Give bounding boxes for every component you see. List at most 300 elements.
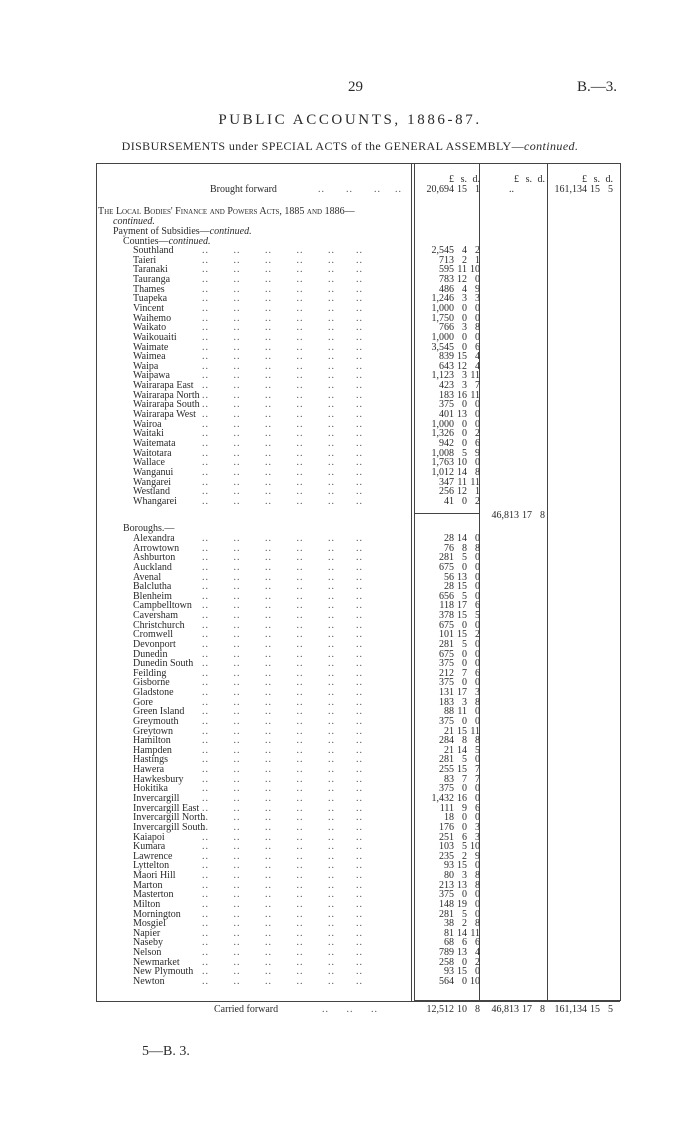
- amount-pounds: 378: [439, 610, 454, 622]
- amount-shillings: 15: [457, 860, 467, 872]
- amount-pence: 0: [475, 590, 480, 602]
- amount-shillings: 3: [462, 870, 467, 882]
- amount-pounds: 68: [444, 937, 454, 949]
- amount-pounds: 766: [439, 322, 454, 334]
- amount-pounds: 375: [439, 889, 454, 901]
- amount-pounds: 789: [439, 947, 454, 959]
- amount-pounds: 183: [439, 696, 454, 708]
- amount-pence: 0: [475, 860, 480, 872]
- amount-pence: 3: [475, 831, 480, 843]
- row-name: Lyttelton: [133, 860, 170, 872]
- amount-shillings: 12: [457, 273, 467, 285]
- amount-shillings: 7: [462, 773, 467, 785]
- amount-shillings: 6: [462, 831, 467, 843]
- leader-dots: .. .. .. .. .. ..: [202, 783, 363, 795]
- amount-shillings: 5: [462, 447, 467, 459]
- row-name: Caversham: [133, 610, 178, 622]
- amount-pounds: 1,763: [431, 457, 454, 469]
- shillings-header: s.: [593, 174, 600, 185]
- amount-shillings: 0: [462, 889, 467, 901]
- row-name: Invercargill South: [133, 821, 206, 833]
- leader-dots: .. .. .. .. .. ..: [202, 360, 363, 372]
- amount-pence: 0: [475, 783, 480, 795]
- amount-shillings: 0: [462, 715, 467, 727]
- leader-dots: .. .. .. .. .. ..: [202, 552, 363, 564]
- amount-pounds: 161,134: [554, 184, 587, 195]
- amount-shillings: 15: [590, 184, 600, 195]
- row-name: Greytown: [133, 725, 173, 737]
- amount-pence: 0: [475, 677, 480, 689]
- counties-continued: continued.: [168, 236, 211, 247]
- leader-dots: .. .. .. .. .. ..: [202, 341, 363, 353]
- row-name: Waihemo: [133, 312, 172, 324]
- pounds-header: £: [514, 174, 519, 185]
- amount-shillings: 0: [462, 495, 467, 507]
- row-name: Greymouth: [133, 715, 179, 727]
- amount-pounds: 1,012: [431, 466, 454, 478]
- leader-dots: .. .. .. .. .. ..: [202, 850, 363, 862]
- row-name: Mornington: [133, 908, 181, 920]
- amount-pounds: 213: [439, 879, 454, 891]
- amount-pence: 10: [470, 841, 480, 853]
- amount-pence: 11: [470, 725, 480, 737]
- amount-pence: 9: [475, 447, 480, 459]
- page-subtitle: [0, 139, 700, 154]
- leader-dots: .. .. .. .. .. ..: [202, 600, 363, 612]
- amount-pounds: 235: [439, 850, 454, 862]
- row-name: Taieri: [133, 254, 157, 266]
- amount-pounds: 46,813: [491, 510, 519, 521]
- row-name: Hawera: [133, 764, 165, 776]
- amount-pounds: 46,813: [491, 1004, 519, 1015]
- payment-continued: continued.: [209, 226, 252, 237]
- amount-shillings: 15: [457, 725, 467, 737]
- amount-pence: 2: [475, 495, 480, 507]
- row-name: Wairarapa South: [133, 399, 200, 411]
- amount-shillings: 5: [462, 841, 467, 853]
- leader-dots: .. .. .. .. .. ..: [202, 495, 363, 507]
- amount-pence: 5: [475, 610, 480, 622]
- leader-dots: .. .. .. .. .. ..: [202, 409, 363, 421]
- amount-pence: 7: [475, 773, 480, 785]
- row-name: Wallace: [133, 457, 165, 469]
- amount-pence: 8: [475, 1004, 480, 1015]
- leader-dots: .. .. .. .. .. ..: [202, 744, 363, 756]
- row-name: Blenheim: [133, 590, 172, 602]
- amount-shillings: 0: [462, 418, 467, 430]
- row-name: Arrowtown: [133, 542, 180, 554]
- row-name: Mosgiel: [133, 918, 166, 930]
- amount-shillings: 17: [522, 510, 532, 521]
- amount-shillings: 0: [462, 428, 467, 440]
- leader-dots: .. .. .. .. .. ..: [202, 447, 363, 459]
- leader-dots: .. .. .. .. .. ..: [202, 841, 363, 853]
- amount-shillings: 0: [462, 561, 467, 573]
- leader-dots: .. .. .. .. .. ..: [202, 725, 363, 737]
- row-name: Waitemata: [133, 438, 176, 449]
- leader-dots: .. .. .. .. .. ..: [202, 918, 363, 930]
- amount-pence: 11: [470, 370, 480, 382]
- amount-pence: 8: [475, 466, 480, 478]
- amount-pence: 0: [475, 561, 480, 573]
- row-name: Alexandra: [133, 533, 175, 544]
- row-name: Newton: [133, 975, 165, 987]
- amount-shillings: 8: [462, 542, 467, 554]
- amount-pounds: 93: [444, 966, 454, 978]
- amount-shillings: 13: [457, 409, 467, 421]
- amount-pounds: 28: [444, 533, 454, 544]
- amount-pence: 0: [475, 552, 480, 564]
- amount-shillings: 8: [462, 735, 467, 747]
- amount-shillings: 0: [462, 341, 467, 353]
- leader-dots: .. .. .. .. .. ..: [202, 245, 363, 256]
- row-name: Waitaki: [133, 428, 164, 440]
- leader-dots: .. .. .. .. .. ..: [202, 687, 363, 699]
- amount-pence: 8: [540, 1004, 545, 1015]
- amount-shillings: 0: [462, 658, 467, 670]
- amount-pence: 0: [475, 533, 480, 544]
- leader-dots: .. .. .. .. .. ..: [202, 389, 363, 401]
- amount-pence: 8: [475, 735, 480, 747]
- amount-pounds: 1,000: [431, 302, 454, 314]
- table-top-rule: [96, 163, 620, 164]
- amount-pounds: 111: [439, 802, 454, 814]
- leader-dots: .. .. .. .. .. ..: [202, 264, 363, 276]
- amount-shillings: 15: [457, 764, 467, 776]
- amount-pounds: 21: [444, 725, 454, 737]
- amount-shillings: 2: [462, 850, 467, 862]
- amount-pence: 2: [475, 629, 480, 641]
- column-rule-2: [414, 163, 415, 1001]
- amount-pence: 8: [475, 542, 480, 554]
- amount-shillings: 0: [462, 677, 467, 689]
- amount-shillings: 14: [457, 744, 467, 756]
- leader-dots: .. .. .. .. .. ..: [202, 831, 363, 843]
- row-name: Napier: [133, 927, 161, 939]
- amount-pounds: 183: [439, 389, 454, 401]
- row-name: Wairarapa North: [133, 389, 200, 401]
- amount-pence: 3: [475, 821, 480, 833]
- leader-dots: .. .. .. .. .. ..: [202, 380, 363, 392]
- brought-forward-label: Brought forward: [210, 184, 277, 195]
- leader-dots: .. .. .. .. .. ..: [202, 898, 363, 910]
- leader-dots: .. .. .. .. .. ..: [202, 648, 363, 660]
- subtitle-continued: continued.: [524, 139, 579, 153]
- amount-pence: 0: [475, 648, 480, 660]
- amount-pounds: 281: [439, 638, 454, 650]
- amount-pounds: 675: [439, 619, 454, 631]
- amount-shillings: 12: [457, 486, 467, 498]
- leader-dots: .. .. .. ..: [318, 184, 402, 195]
- amount-pounds: 486: [439, 283, 454, 295]
- amount-pounds: 251: [439, 831, 454, 843]
- leader-dots: .. .. .. .. .. ..: [202, 927, 363, 939]
- row-name: Auckland: [133, 561, 172, 573]
- amount-pounds: 375: [439, 399, 454, 411]
- amount-pence: 2: [475, 428, 480, 440]
- amount-pounds: 18: [444, 812, 454, 824]
- row-name: Maori Hill: [133, 870, 176, 882]
- row-name: Green Island: [133, 706, 185, 718]
- amount-pounds: 2,545: [431, 245, 454, 256]
- carried-forward-label: Carried forward: [214, 1004, 279, 1015]
- leader-dots: .. .. .. .. .. ..: [202, 466, 363, 478]
- amount-pence: 8: [475, 870, 480, 882]
- amount-shillings: 0: [462, 812, 467, 824]
- amount-pounds: 256: [439, 486, 454, 498]
- row-name: Waipa: [133, 360, 159, 372]
- amount-shillings: 3: [462, 380, 467, 392]
- amount-shillings: 0: [462, 956, 467, 968]
- amount-pence: 4: [475, 360, 480, 372]
- counties-label: Counties—: [123, 236, 169, 247]
- row-name: Kumara: [133, 841, 166, 853]
- amount-pence: 8: [475, 696, 480, 708]
- amount-pounds: 375: [439, 677, 454, 689]
- leader-dots: .. .. .. .. .. ..: [202, 956, 363, 968]
- amount-shillings: 5: [462, 908, 467, 920]
- amount-pence: 6: [475, 802, 480, 814]
- row-name: Milton: [133, 898, 161, 910]
- leader-dots: .. .. .. .. .. ..: [202, 879, 363, 891]
- amount-pence: 0: [475, 898, 480, 910]
- amount-pounds: 347: [439, 476, 454, 488]
- amount-pounds: 88: [444, 706, 454, 718]
- row-name: Wairoa: [133, 418, 162, 430]
- carried-forward-rule: [414, 1000, 620, 1001]
- leader-dots: .. .. .. .. .. ..: [202, 773, 363, 785]
- amount-pounds: 375: [439, 658, 454, 670]
- row-name: Ashburton: [133, 552, 176, 564]
- pence-header: d.: [537, 174, 545, 185]
- amount-pounds: 1,123: [431, 370, 454, 382]
- amount-pence: 5: [608, 1004, 613, 1015]
- row-name: Campbelltown: [133, 600, 192, 612]
- amount-pence: 6: [475, 937, 480, 949]
- amount-pounds: 713: [439, 254, 454, 266]
- amount-pounds: 28: [444, 581, 454, 593]
- amount-pounds: 56: [444, 571, 454, 583]
- shillings-header: s.: [460, 174, 467, 185]
- amount-pounds: 564: [439, 975, 454, 987]
- amount-shillings: 0: [462, 312, 467, 324]
- carried-forward-col1: [416, 1005, 480, 1015]
- amount-shillings: 0: [462, 438, 467, 449]
- leader-dots: .. .. .. .. .. ..: [202, 590, 363, 602]
- row-name: Dunedin: [133, 648, 168, 660]
- leader-dots: .. .. .. .. .. ..: [202, 754, 363, 766]
- amount-pence: 0: [475, 312, 480, 324]
- amount-shillings: 5: [462, 552, 467, 564]
- amount-shillings: 7: [462, 667, 467, 679]
- leader-dots: .. .. .. .. .. ..: [202, 283, 363, 295]
- amount-pounds: 595: [439, 264, 454, 276]
- carried-forward-col2: [481, 1005, 545, 1015]
- leader-dots: .. .. .. .. .. ..: [202, 542, 363, 554]
- amount-shillings: 17: [522, 1004, 532, 1015]
- leader-dots: .. .. .. .. .. ..: [202, 486, 363, 498]
- amount-shillings: 16: [457, 389, 467, 401]
- amount-shillings: 17: [457, 600, 467, 612]
- leader-dots: .. .. .. .. .. ..: [202, 715, 363, 727]
- leader-dots: .. .. .. .. .. ..: [202, 638, 363, 650]
- amount-shillings: 10: [457, 1004, 467, 1015]
- leader-dots: .. .. .. .. .. ..: [202, 438, 363, 449]
- amount-pence: 6: [475, 600, 480, 612]
- row-name: Thames: [133, 283, 165, 295]
- row-name: Gladstone: [133, 687, 174, 699]
- amount-pounds: 93: [444, 860, 454, 872]
- row-name: Gisborne: [133, 677, 170, 689]
- leader-dots: .. .. .. .. .. ..: [202, 658, 363, 670]
- leader-dots: .. .. .. .. .. ..: [202, 821, 363, 833]
- amount-pence: 5: [475, 744, 480, 756]
- amount-pounds: 161,134: [554, 1004, 587, 1015]
- row-name: Balclutha: [133, 581, 172, 593]
- amount-pounds: 81: [444, 927, 454, 939]
- amount-shillings: 5: [462, 590, 467, 602]
- amount-pounds: 656: [439, 590, 454, 602]
- row-name: Masterton: [133, 889, 174, 901]
- row-name: Southland: [133, 245, 174, 256]
- amount-shillings: 15: [457, 966, 467, 978]
- amount-shillings: 15: [590, 1004, 600, 1015]
- amount-pounds: 1,000: [431, 331, 454, 343]
- amount-pounds: 942: [439, 438, 454, 449]
- amount-pence: 0: [475, 715, 480, 727]
- row-name: Avenal: [133, 571, 162, 583]
- row-name: Wanganui: [133, 466, 174, 478]
- amount-pounds: 3,545: [431, 341, 454, 353]
- leader-dots: .. .. .. .. .. ..: [202, 293, 363, 305]
- amount-pounds: 281: [439, 908, 454, 920]
- row-name: Waikouaiti: [133, 331, 177, 343]
- amount-pounds: 1,432: [431, 793, 454, 804]
- amount-shillings: 17: [457, 687, 467, 699]
- amount-shillings: 13: [457, 571, 467, 583]
- amount-shillings: 4: [462, 245, 467, 256]
- row-name: Waikato: [133, 322, 167, 334]
- amount-pounds: 212: [439, 667, 454, 679]
- leader-dots: .. .. .. .. .. ..: [202, 667, 363, 679]
- amount-pence: 0: [475, 399, 480, 411]
- leader-dots: .. .. .. .. .. ..: [202, 793, 363, 804]
- row-name: Waipawa: [133, 370, 170, 382]
- row-name: Marton: [133, 879, 163, 891]
- row-name: Invercargill: [133, 793, 180, 804]
- amount-pounds: 38: [444, 918, 454, 930]
- amount-pounds: 21: [444, 744, 454, 756]
- row-name: Waitotara: [133, 447, 172, 459]
- leader-dots: .. .. .. .. .. ..: [202, 908, 363, 920]
- row-name: Wairarapa East: [133, 380, 194, 392]
- amount-pence: 1: [475, 486, 480, 498]
- leader-dots: .. .. .. .. .. ..: [202, 629, 363, 641]
- page-title: PUBLIC ACCOUNTS, 1886-87.: [218, 112, 482, 128]
- subtitle-main: DISBURSEMENTS under SPECIAL ACTS of the GENERAL ASSEMBLY—: [121, 139, 525, 153]
- leader-dots: .. .. ..: [322, 1004, 378, 1015]
- amount-shillings: 0: [462, 783, 467, 795]
- amount-pence: 3: [475, 687, 480, 699]
- amount-pence: 11: [470, 389, 480, 401]
- amount-shillings: 0: [462, 821, 467, 833]
- row-name: Vincent: [133, 302, 165, 314]
- amount-shillings: 0: [462, 619, 467, 631]
- amount-shillings: 0: [462, 331, 467, 343]
- column-rule-4: [547, 163, 548, 1001]
- amount-pence: 0: [475, 581, 480, 593]
- footer-reference: 5—B. 3.: [142, 1044, 190, 1059]
- amount-pence: 7: [475, 764, 480, 776]
- amount-pounds: 1,750: [431, 312, 454, 324]
- amount-pence: 11: [470, 927, 480, 939]
- pence-header: d.: [605, 174, 613, 185]
- amount-pounds: 12,512: [426, 1004, 454, 1015]
- amount-pence: 0: [475, 658, 480, 670]
- row-name: Tauranga: [133, 273, 171, 285]
- amount-pence: 0: [475, 889, 480, 901]
- row-name: Waimate: [133, 341, 169, 353]
- amount-shillings: 15: [457, 351, 467, 363]
- row-name: Invercargill East: [133, 802, 200, 814]
- row-name: New Plymouth: [133, 966, 194, 978]
- amount-pence: 0: [475, 638, 480, 650]
- amount-shillings: 0: [462, 648, 467, 660]
- amount-shillings: 3: [462, 696, 467, 708]
- column-rule-1: [411, 163, 412, 1001]
- amount-pence: 8: [475, 918, 480, 930]
- leader-dots: .. .. .. .. .. ..: [202, 860, 363, 872]
- leader-dots: .. .. .. .. .. ..: [202, 351, 363, 363]
- leader-dots: .. .. .. .. .. ..: [202, 399, 363, 411]
- amount-shillings: 3: [462, 370, 467, 382]
- amount-pence: 0: [475, 302, 480, 314]
- amount-pounds: 401: [439, 409, 454, 421]
- row-name: Hokitika: [133, 783, 168, 795]
- row-name: Nelson: [133, 947, 162, 959]
- amount-shillings: 2: [462, 918, 467, 930]
- pounds-header: £: [449, 174, 454, 185]
- amount-pounds: 76: [444, 542, 454, 554]
- pounds-header: £: [582, 174, 587, 185]
- amount-pounds: 375: [439, 783, 454, 795]
- leader-dots: .. .. .. .. .. ..: [202, 870, 363, 882]
- amount-pounds: 83: [444, 773, 454, 785]
- amount-pence: 6: [475, 438, 480, 449]
- amount-pence: 2: [475, 245, 480, 256]
- row-name: Kaiapoi: [133, 831, 165, 843]
- leader-dots: .. .. .. .. .. ..: [202, 764, 363, 776]
- amount-pence: 0: [475, 812, 480, 824]
- row-name: Naseby: [133, 937, 163, 949]
- amount-shillings: 3: [462, 293, 467, 305]
- amount-pounds: 675: [439, 648, 454, 660]
- amount-pounds: 176: [439, 821, 454, 833]
- row-name: Lawrence: [133, 850, 173, 862]
- amount-pence: 9: [475, 283, 480, 295]
- amount-pence: 10: [470, 975, 480, 987]
- amount-pounds: 1,326: [431, 428, 454, 440]
- row-name: Devonport: [133, 638, 176, 650]
- amount-pounds: 281: [439, 552, 454, 564]
- amount-pounds: 839: [439, 351, 454, 363]
- leader-dots: .. .. .. .. .. ..: [202, 610, 363, 622]
- pence-header: d.: [472, 174, 480, 185]
- amount-shillings: 12: [457, 360, 467, 372]
- leader-dots: .. .. .. .. .. ..: [202, 889, 363, 901]
- leader-dots: .. .. .. .. .. ..: [202, 561, 363, 573]
- amount-shillings: 11: [457, 476, 467, 488]
